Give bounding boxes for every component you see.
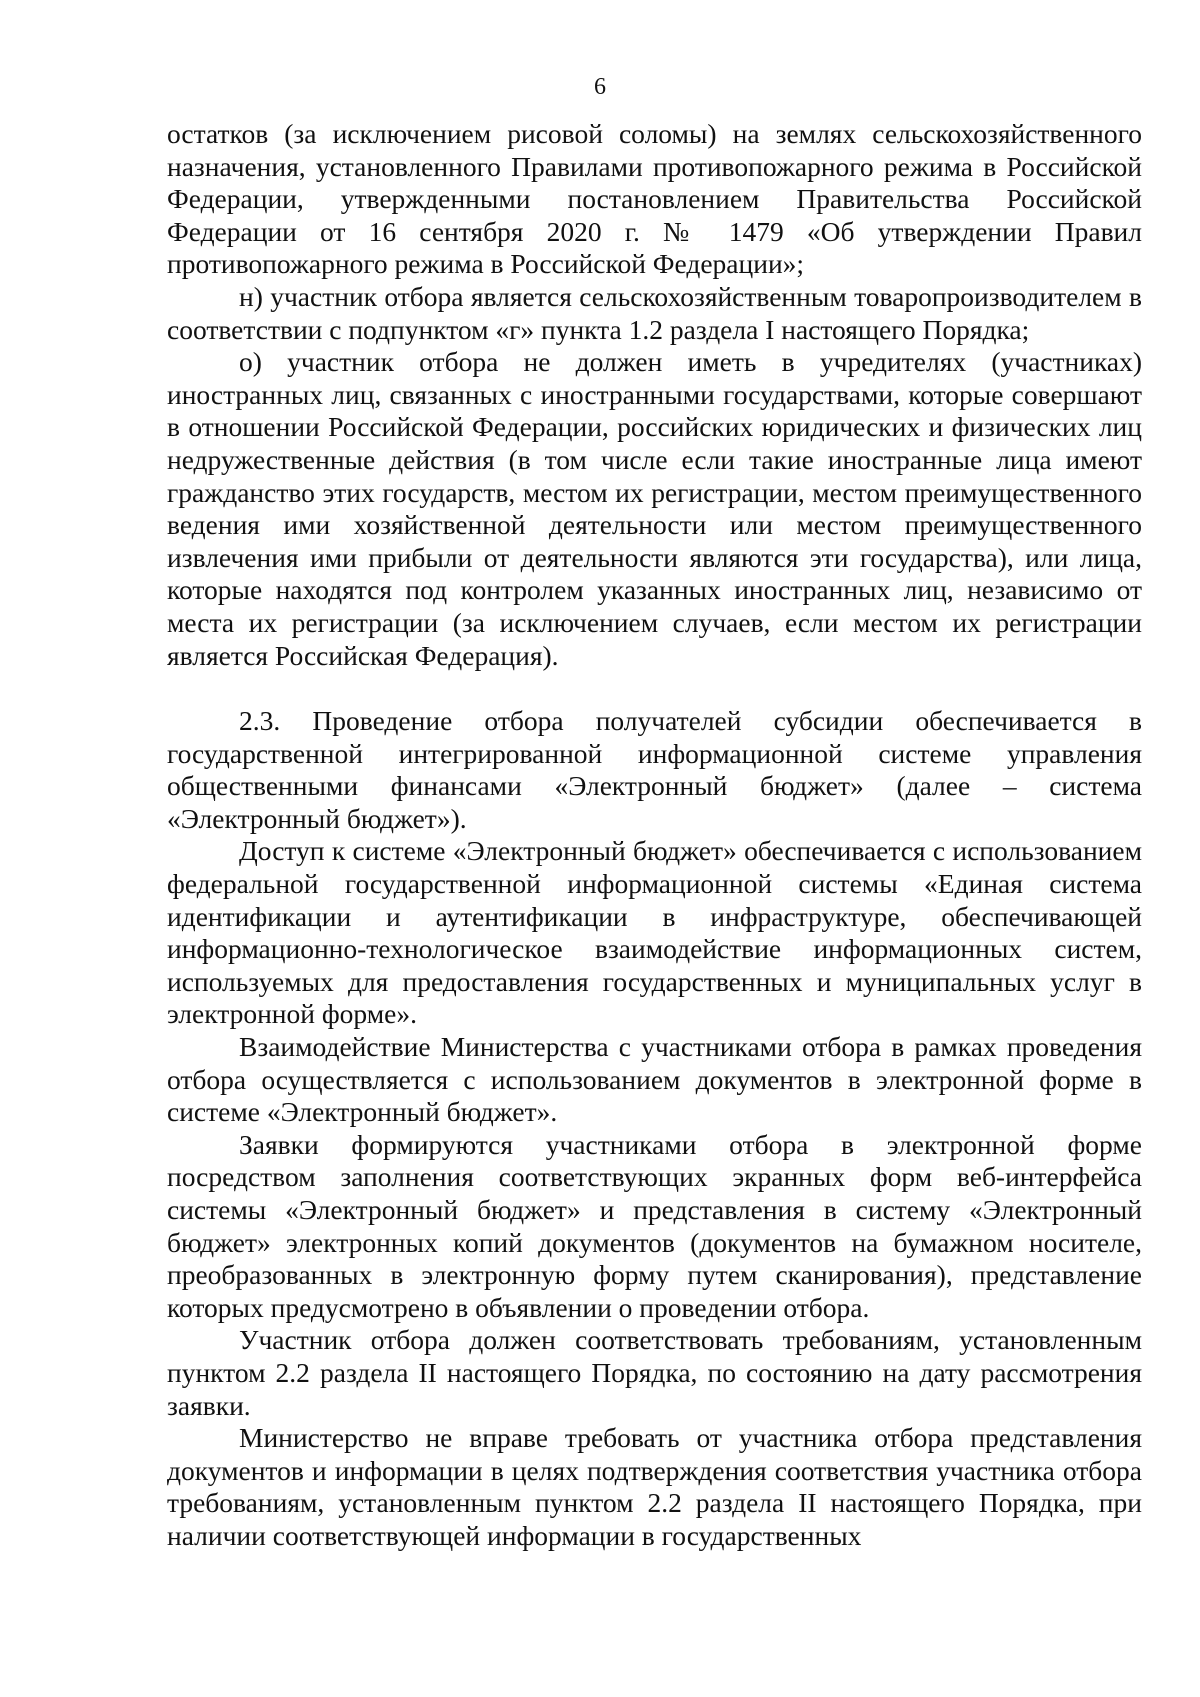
paragraph-access: Доступ к системе «Электронный бюджет» обеспечивается с использованием федеральной государственной информационной системы «Единая система идентификации и аутентификации в инфраструктуре, обеспечивающей информационно-технологическое взаимодействие информационных систем, используемых для предоставления государственных и муниципальных услуг в электронной форме».: [167, 835, 1142, 1030]
paragraph-applications: Заявки формируются участниками отбора в электронной форме посредством заполнения соответствующих экранных форм веб-интерфейса системы «Электронный бюджет» и представления в систему «Электронный бюджет» электронных копий документов (документов на бумажном носителе, преобразованных в электронную форму путем сканирования), представление которых предусмотрено в объявлении о проведении отбора.: [167, 1128, 1142, 1323]
paragraph-participant-requirements: Участник отбора должен соответствовать требованиям, установленным пунктом 2.2 раздела II настоящего Порядка, по состоянию на дату рассмотрения заявки.: [167, 1324, 1142, 1421]
page-number: 6: [594, 74, 606, 100]
paragraph-interaction: Взаимодействие Министерства с участниками отбора в рамках проведения отбора осуществляется с использованием документов в электронной форме в системе «Электронный бюджет».: [167, 1031, 1142, 1128]
paragraph-item-o: о) участник отбора не должен иметь в учредителях (участниках) иностранных лиц, связанных с иностранными государствами, которые совершают в отношении Российской Федерации, российских юридических и физических лиц недружественные действия (в том числе если такие иностранные лица имеют гражданство этих государств, местом их регистрации, местом преимущественного ведения ими хозяйственной деятельности или местом преимущественного извлечения ими прибыли от деятельности являются эти государства), или лица, которые находятся под контролем указанных иностранных лиц, независимо от места их регистрации (за исключением случаев, если местом их регистрации является Российская Федерация).: [167, 346, 1142, 671]
paragraph-item-n: н) участник отбора является сельскохозяйственным товаропроизводителем в соответствии с подпунктом «г» пункта 1.2 раздела I настоящего Порядка;: [167, 280, 1142, 345]
section-gap: [167, 672, 1142, 705]
paragraph-ministry: Министерство не вправе требовать от участника отбора представления документов и информации в целях подтверждения соответствия участника отбора требованиям, установленным пунктом 2.2 раздела II настоящего Порядка, при наличии соответствующей информации в государственных: [167, 1422, 1142, 1551]
paragraph-section-2-3: 2.3. Проведение отбора получателей субсидии обеспечивается в государственной интегрированной информационной системе управления общественными финансами «Электронный бюджет» (далее – система «Электронный бюджет»).: [167, 705, 1142, 834]
paragraph-continuation: остатков (за исключением рисовой соломы) на землях сельскохозяйственного назначения, установленного Правилами противопожарного режима в Российской Федерации, утвержденными постановлением Правительства Российской Федерации от 16 сентября 2020 г. № 1479 «Об утверждении Правил противопожарного режима в Российской Федерации»;: [167, 118, 1142, 280]
document-body: [167, 118, 1142, 1553]
